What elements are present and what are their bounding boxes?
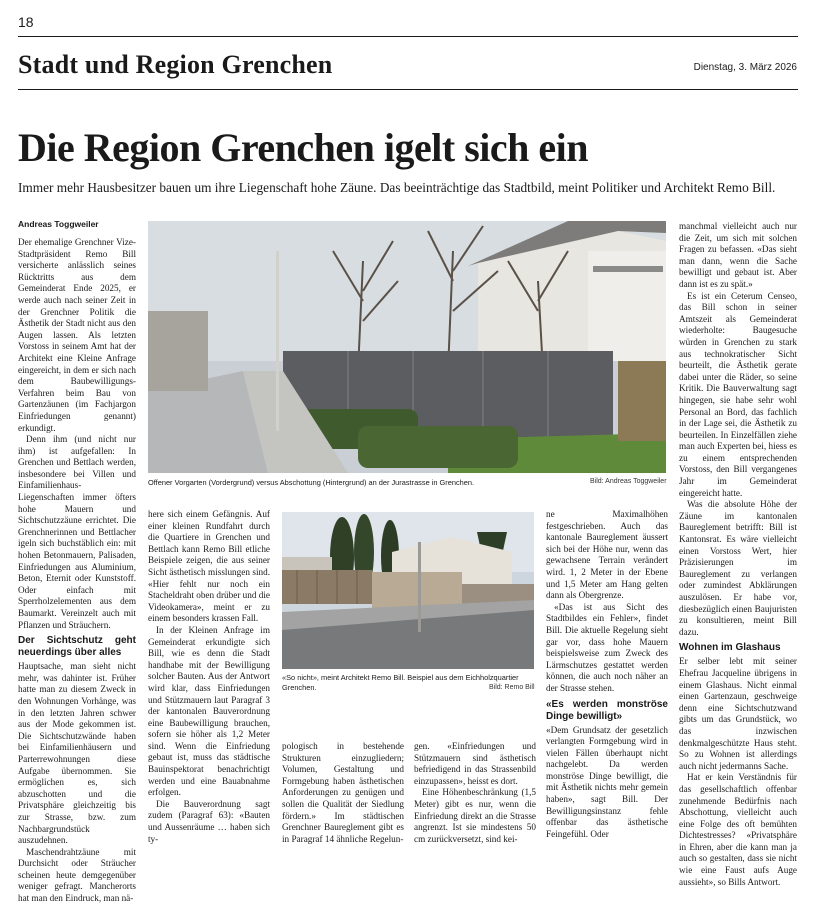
photo-jurastrasse — [148, 221, 666, 473]
issue-date: Dienstag, 3. März 2026 — [693, 62, 797, 73]
paragraph: pologisch in bestehende Strukturen einzugliedern; Volumen, Gestaltung und Formgebung haben ästhetischen Anforderungen zu genügen und sollen die Qualität der Siedlung fördern.» Im städtischen Grenchner Baureglement gibt es in Paragraf 14 ähnliche Regelun- — [282, 741, 404, 844]
article-column-3 — [282, 741, 404, 845]
article-column-6 — [679, 221, 797, 888]
top-rule — [18, 36, 798, 37]
paragraph: «Dem Grundsatz der gesetzlich verlangten Formgebung wird in vielen Fällen überhaupt nicht nachgelebt. Da werden monströse Dinge bewilligt, die mit Ästhetik nichts mehr gemein haben», sagt Bill. Der Bewilligungsinstanz fehle offenbar das ästhetische Feingefühl. Oder — [546, 724, 668, 839]
photo-eichholz — [282, 512, 534, 669]
paragraph: ne Maximalhöhen festgeschrieben. Auch das kantonale Baureglement äussert sich bei der Höhe nur, wenn das gewachsene Terrain verändert wird. 1, 2 Meter in der Ebene und 1,5 Meter am Hang gelten dann als Obergrenze. — [546, 509, 668, 601]
paragraph: Die Bauverordnung sagt zudem (Paragraf 63): «Bauten und Aussenräume … haben sich ty- — [148, 798, 270, 844]
paragraph: Was die absolute Höhe der Zäune im kantonalen Baureglement betrifft: Bill ist Kantonsrat. Es wäre vielleicht einen Vorstoss Wert, hier Präzisierungen im Baureglement zu verlangen oder zumindest Abklärungen auszulösen. Er habe vor, diesbezüglich einen Baujuristen zu konsultieren, meint Bill dazu. — [679, 499, 797, 637]
paragraph: Hauptsache, man sieht nicht mehr, was dahinter ist. Früher hatte man zu diesem Zweck in den Wohnungen Vorhänge, was in den letzten Jahren schwer aus der Mode gekommen ist. Die Sichtschutzwände haben bei Einfamilienhäusern und Parterrewohnungen diese Aufgabe übernommen. Sie ermöglichen es, sich abzuschotten und die Privatsphäre gleichzeitig bis zur Strasse, bzw. zum Nachbargrundstück auszudehnen. — [18, 661, 136, 846]
byline: Andreas Toggweiler — [18, 219, 99, 229]
subheading: Der Sichtschutz geht neuerdings über alles — [18, 635, 136, 659]
paragraph: Es ist ein Ceterum Censeo, das Bill schon in seiner Amtszeit als Gemeinderat wiederholte: Baugesuche würden in Grenchen zu stark aus technokratischer Sicht beurteilt, die Ästhetik gerate dabei unter die Räder, so seine Kritik. Die Bauverwaltung sagt hingegen, sie habe sehr wohl Personal an Bord, das fachlich in der Lage sei, die Ästhetik zu beurteilen. In Einzelfällen ziehe man auch Experten bei, hiess es zu einem entsprechenden Vorstoss, den Bill vergangenes Jahr im Gemeinderat eingereicht hatte. — [679, 290, 797, 498]
paragraph: gen. «Einfriedungen und Stützmauern sind ästhetisch befriedigend in das Strassenbild einzupassen», heisst es dort. — [414, 741, 536, 786]
subheading: «Es werden monströse Dinge bewilligt» — [546, 698, 668, 722]
article-column-4 — [414, 741, 536, 845]
paragraph: Er selber lebt mit seiner Ehefrau Jacqueline übrigens in einem Glashaus. Nicht einmal einen Gartenzaun, geschweige denn eine Sichtschutzwand gibts um das Grundstück, wo das inzwischen denkmalgeschützte Haus steht. So zu Wohnen ist allerdings auch nicht jedermanns Sache. — [679, 656, 797, 771]
photo-credit: Bild: Andreas Toggweiler — [590, 478, 667, 485]
paragraph: Eine Höhenbeschränkung (1,5 Meter) gibt es nur, wenn die Einfriedung direkt an die Strasse angrenzt. Ist sie mindestens 50 cm zurückversetzt, sind kei- — [414, 787, 536, 844]
article-column-1 — [18, 237, 136, 905]
section-title: Stadt und Region Grenchen — [18, 50, 333, 79]
paragraph: Hat er kein Verständnis für das gesellschaftlich offenbar zunehmende Bedürfnis nach Abschottung, vielleicht auch eine Folge des oft bemühten Dichtestresses? «Privatsphäre in Ehren, aber die kann man ja auch so gestalten, dass sie nicht wie eine Faust aufs Auge aussieht», so Bills Antwort. — [679, 772, 797, 887]
paragraph: In der Kleinen Anfrage im Gemeinderat erkundigte sich Bill, wie es denn die Stadt handhabe mit der Bewilligung solcher Bauten. Aus der Antwort wird klar, dass Einfriedungen und Stützmauern laut Paragraf 3 der kantonalen Bauverordnung eine Baubewilligung brauchen, sofern sie höher als 1,2 Meter sind. Wenn die Einfriedung gebaut ist, muss das städtische Bauinspektorat benachrichtigt werden und eine Bauabnahme erfolgen. — [148, 624, 270, 798]
page-number: 18 — [18, 14, 34, 30]
paragraph: «Das ist aus Sicht des Stadtbildes ein Fehler», findet Bill. Die aktuelle Regelung sieht gar vor, dass hohe Mauern beispielsweise zum Zweck des Lärmschutzes gestattet werden können, die auch noch näher an der Strasse stehen. — [546, 601, 668, 693]
article-column-5 — [546, 509, 668, 840]
paragraph: here sich einem Gefängnis. Auf einer kleinen Rundfahrt durch die Quartiere in Grenchen und Bettlach kann Remo Bill etliche Beispiele zeigen, die aus seiner Sicht ästhetisch misslungen sind. «Hier fehlt nur noch ein Stacheldraht oben drüber und die Videokamera», meint er zu einem besonders krassen Fall. — [148, 509, 270, 624]
paragraph: Der ehemalige Grenchner Vize-Stadtpräsident Remo Bill versicherte anlässlich seines Rücktritts aus dem Gemeinderat Ende 2025, er werde auch nach seiner Zeit in der Grenchner Politik die Ästhetik der Stadt nicht aus den Augen lassen. Als letzten Vorstoss in seinem Amt hat der Architekt eine Kleine Anfrage eingereicht, in dem er sich nach dem Baubewilligungs-Verfahren beim Bau von Gartenzäunen (im Fachjargon Einfriedungen genannt) erkundigt. — [18, 237, 136, 433]
article-column-2 — [148, 509, 270, 845]
photo-caption: «So nicht», meint Architekt Remo Bill. Beispiel aus dem Eichholzquartier Grenchen. — [282, 673, 519, 692]
subheading: Wohnen im Glashaus — [679, 642, 781, 654]
paragraph: Denn ihm (und nicht nur ihm) ist aufgefallen: In Grenchen und Bettlach werden, insbesondere bei Villen und Einfamilienhaus-Liegenschaften immer öfters hohe Mauern und Sichtschutzzäune errichtet. Die Grenchnerinnen und Bettlacher igeln sich buchstäblich ein: mit hohen Betonmauern, Palisaden, Einfriedungen aus Aluminium, Beton, Eternit oder Kunststoff. Oder einfach mit Sperrholzelementen aus dem Baumarkt. Vereinzelt auch mit Pflanzen und Sträuchern. — [18, 434, 136, 630]
headline: Die Region Grenchen igelt sich ein — [18, 125, 588, 170]
paragraph: manchmal vielleicht auch nur die Zeit, um sich mit solchen Fragen zu befassen. «Das sieht man dann, wenn die Sache bewilligt und gebaut ist. Aber dann ist es zu spät.» — [679, 221, 797, 289]
lead-paragraph: Immer mehr Hausbesitzer bauen um ihre Liegenschaft hohe Zäune. Das beeinträchtige das Stadtbild, meint Politiker und Architekt Remo Bill. — [18, 180, 776, 195]
photo-credit: Bild: Remo Bill — [489, 684, 535, 691]
photo-caption: Offener Vorgarten (Vordergrund) versus Abschottung (Hintergrund) an der Jurastrasse in Grenchen. — [148, 478, 475, 487]
section-rule — [18, 89, 798, 90]
paragraph: Maschendrahtzäune mit Durchsicht oder Sträucher scheinen heute demgegenüber weniger gefragt. Mancherorts hat man den Eindruck, man nä- — [18, 846, 136, 904]
